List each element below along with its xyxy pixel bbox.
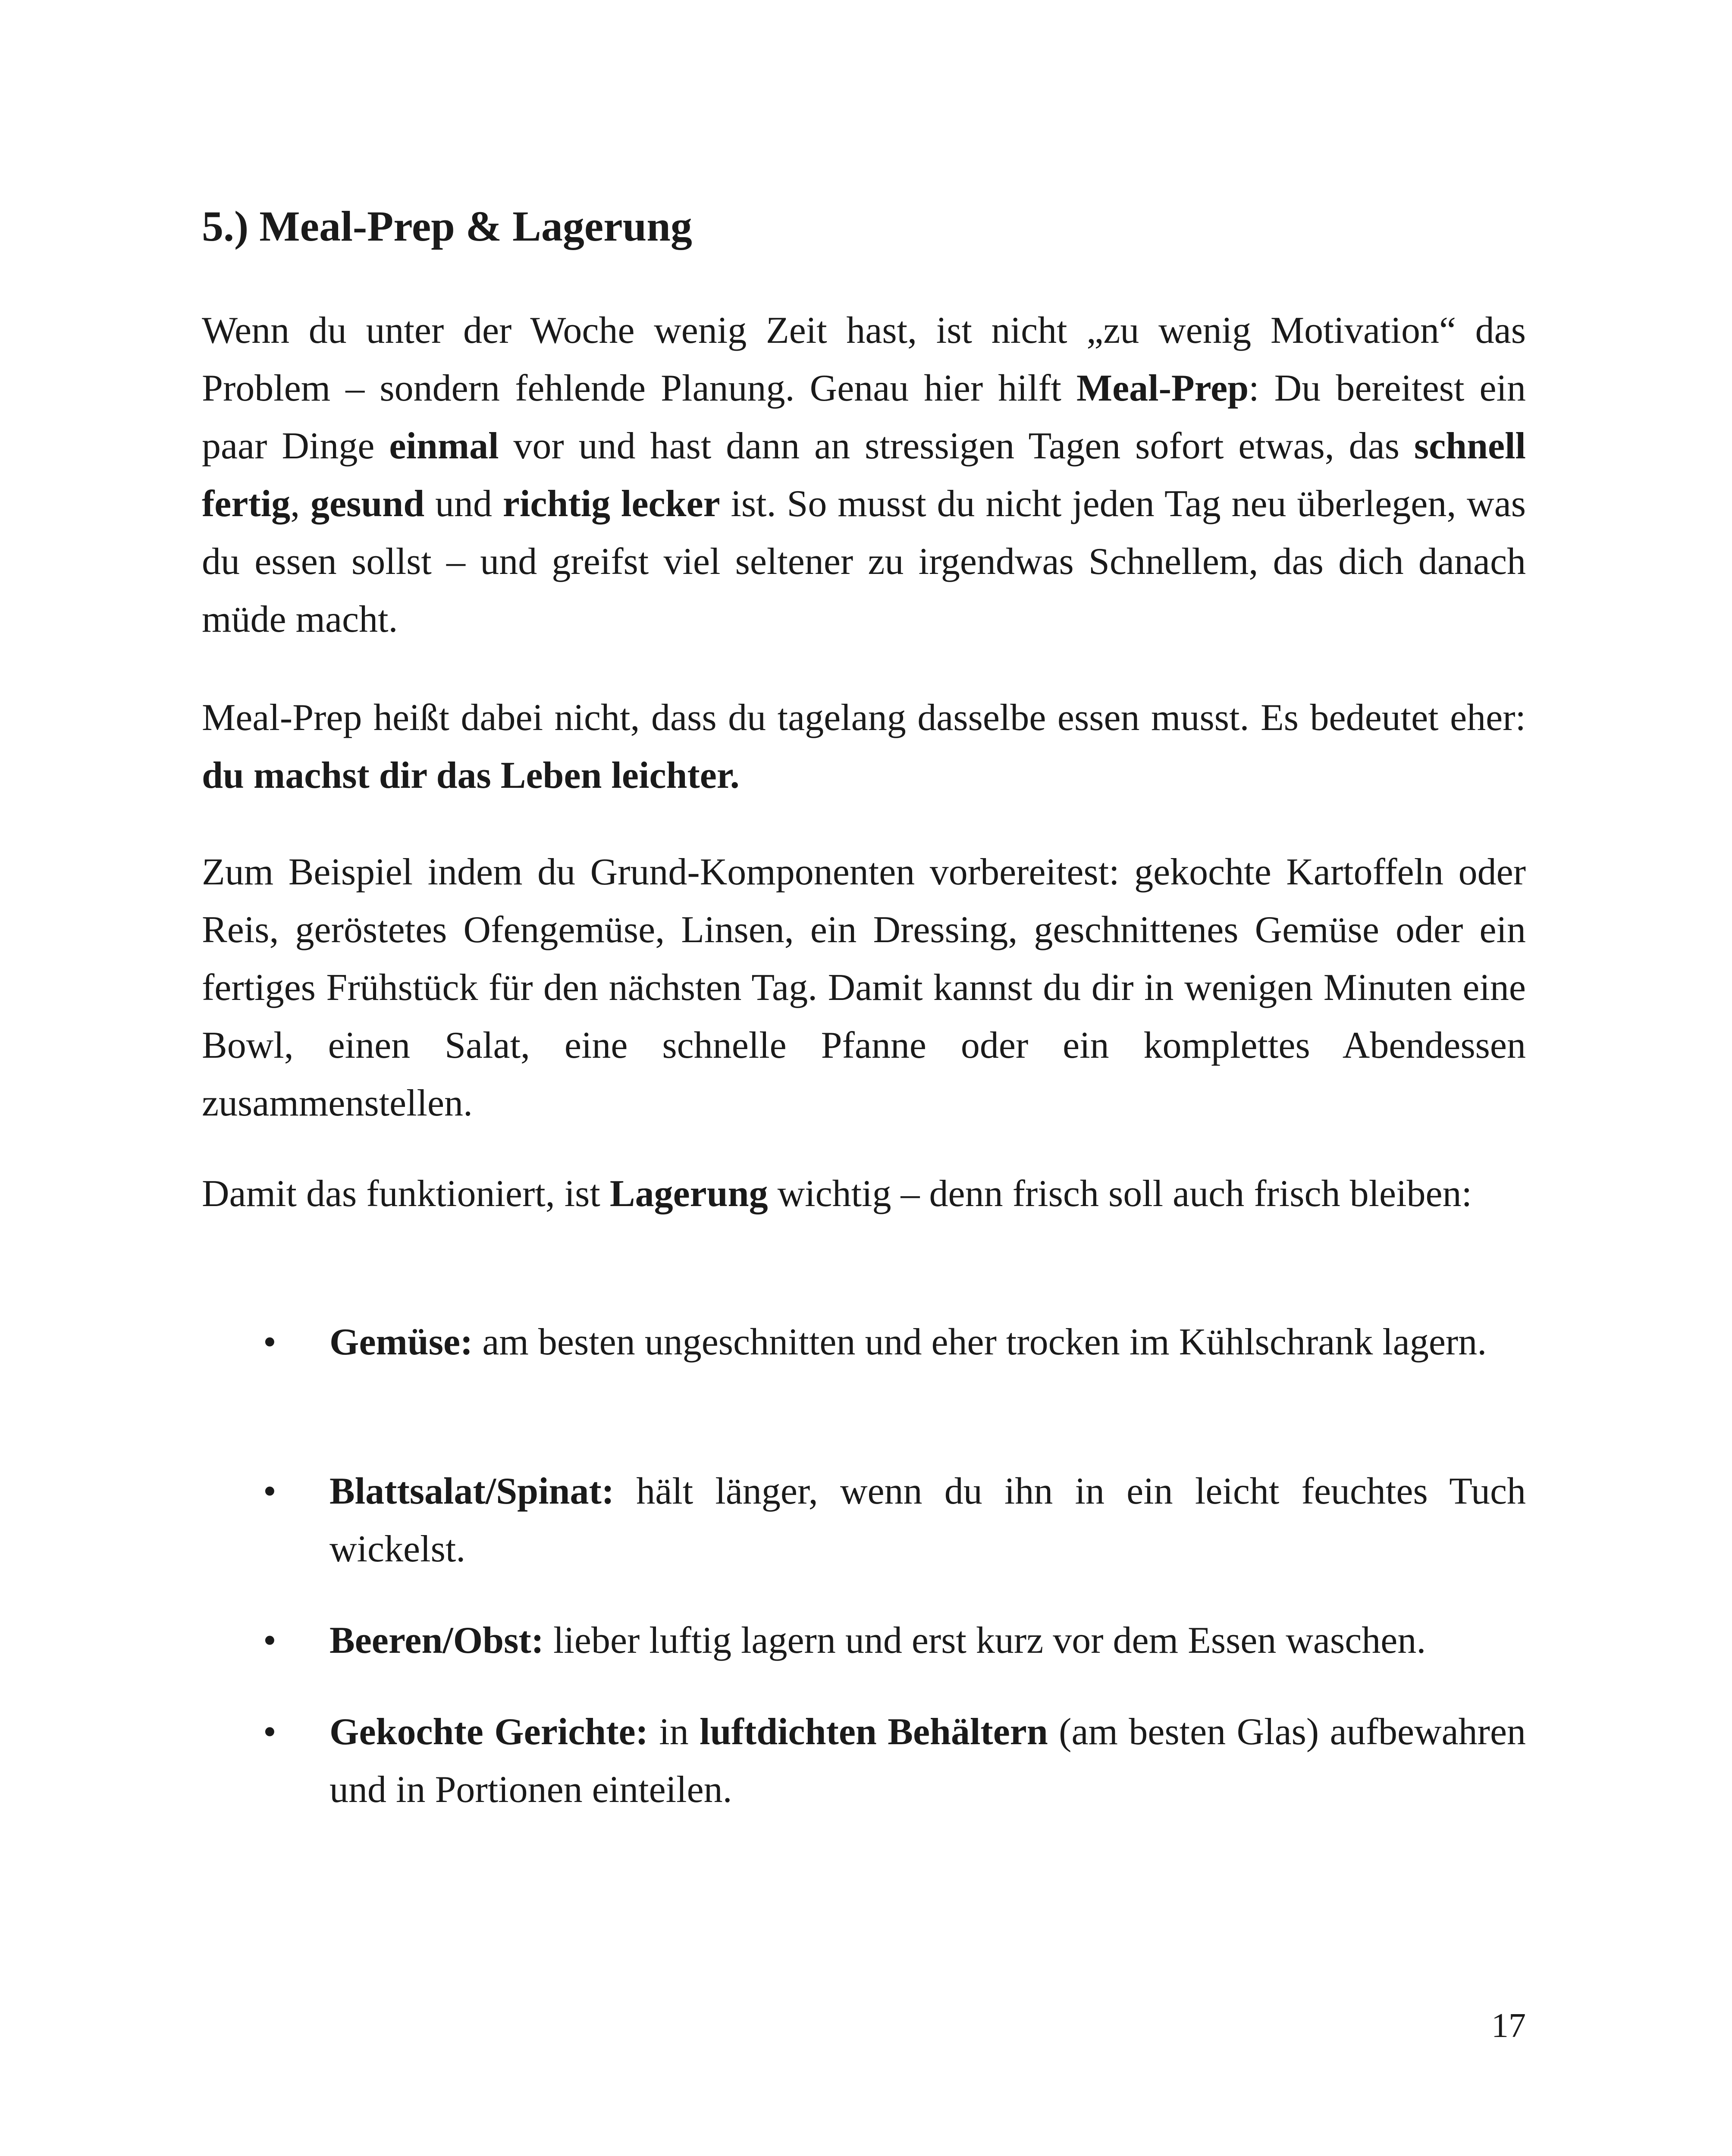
text-span: Meal-Prep heißt dabei nicht, dass du tagelang dasselbe essen musst. Es bedeutet eher: — [202, 697, 1526, 739]
text-span: vor und hast dann an stressigen Tagen sofort etwas, das — [499, 425, 1414, 467]
bold-span: schnell fertig — [202, 425, 1526, 525]
paragraph-intro — [202, 302, 1526, 649]
bullet-icon: • — [263, 1321, 276, 1363]
bullet-icon: • — [263, 1470, 276, 1512]
bullet-icon: • — [263, 1620, 276, 1661]
section-heading: 5.) Meal-Prep & Lagerung — [202, 202, 692, 250]
text-span: Wenn du unter der Woche wenig Zeit hast, ist nicht „zu wenig Motivation“ das Problem – sondern fehlende Planung. Genau hier hilft — [202, 310, 1526, 409]
text-span: wichtig – denn frisch soll auch frisch bleiben: — [768, 1173, 1472, 1215]
text-span: , — [290, 483, 311, 525]
text-span: und — [424, 483, 503, 525]
list-item-label: Blattsalat/Spinat: — [329, 1470, 615, 1512]
list-item-text — [329, 1463, 1526, 1578]
text-span: ist. So musst du nicht jeden Tag neu überlegen, was du essen sollst – und greifst viel seltener zu irgendwas Schnellem, das dich danach müde macht. — [202, 483, 1526, 640]
page-number: 17 — [1491, 2007, 1526, 2045]
bold-span: richtig lecker — [502, 483, 720, 525]
bold-span: Meal-Prep — [1076, 367, 1249, 409]
paragraph-example — [202, 843, 1526, 1132]
text-span: lieber luftig lagern und erst kurz vor dem Essen waschen. — [543, 1620, 1426, 1661]
list-item-text — [329, 1313, 1526, 1371]
text-span: am besten ungeschnitten und eher trocken im Kühlschrank lagern. — [473, 1321, 1487, 1363]
text-span: (am besten Glas) aufbewahren und in Portionen einteilen. — [329, 1711, 1526, 1811]
list-item-label: Gemüse: — [329, 1321, 473, 1363]
text-span: Damit das funktioniert, ist — [202, 1173, 610, 1215]
list-item-text — [329, 1612, 1526, 1670]
bullet-icon: • — [263, 1711, 276, 1753]
bold-span: du machst dir das Leben leichter. — [202, 755, 740, 796]
text-span: : Du bereitest ein paar Dinge — [202, 367, 1526, 467]
text-span: hält länger, wenn du ihn in ein leicht feuchtes Tuch wickelst. — [329, 1470, 1526, 1570]
text-span: in — [648, 1711, 700, 1753]
text-span: Zum Beispiel indem du Grund-Komponenten vorbereitest: gekochte Kartoffeln oder Reis, geröstetes Ofengemüse, Linsen, ein Dressing, geschnittenes Gemüse oder ein fertiges Frühstück für den nächsten Tag. Damit kannst du dir in wenigen Minuten eine Bowl, einen Salat, eine schnelle Pfanne oder ein komplettes Abendessen zusammenstellen. — [202, 851, 1526, 1124]
bold-span: gesund — [311, 483, 425, 525]
list-item-text — [329, 1703, 1526, 1819]
paragraph-storage — [202, 1165, 1526, 1223]
paragraph-meaning — [202, 689, 1526, 805]
bold-span: einmal — [389, 425, 499, 467]
bold-span: Lagerung — [609, 1173, 768, 1215]
list-item-label: Beeren/Obst: — [329, 1620, 544, 1661]
list-item-label: Gekochte Gerichte: — [329, 1711, 648, 1753]
bold-span: luftdichten Behältern — [700, 1711, 1048, 1753]
